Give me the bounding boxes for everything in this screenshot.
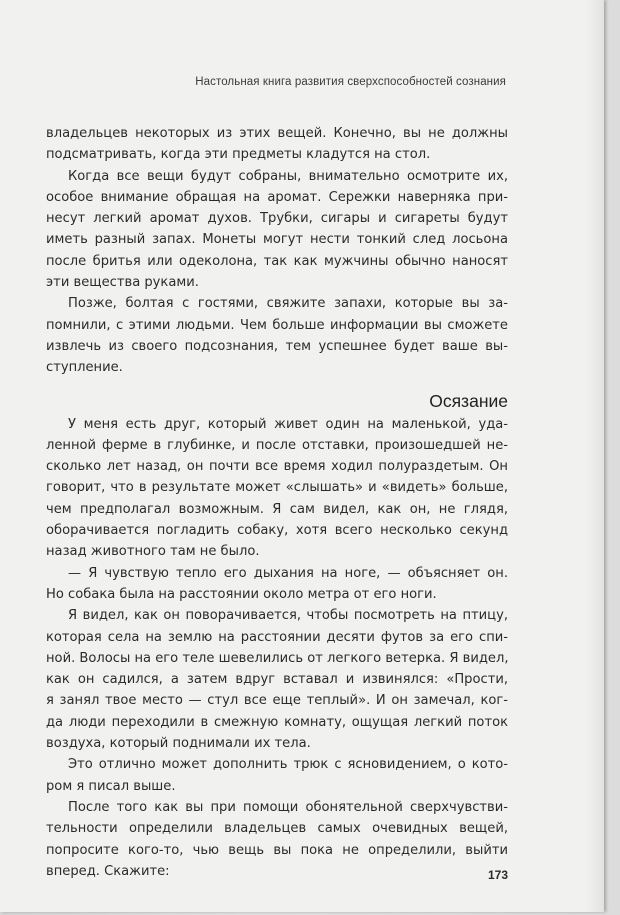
text-line: как он садился, а затем вдруг вставал и извинялся: «Прости, [46, 672, 508, 688]
text-line: Это отлично может дополнить трюк с ясновидением, о кото- [68, 757, 508, 773]
paragraphs-before-heading [46, 123, 508, 379]
text-line: чем предполагал возможным. Я сам видел, как он, не глядя, [46, 501, 508, 517]
text-line: тельности определили владельцев самых очевидных вещей, [46, 821, 508, 837]
text-line: ром я писал выше. [46, 778, 176, 794]
paragraph [46, 293, 508, 378]
text-line: вперед. Скажите: [46, 863, 170, 879]
paragraph [46, 563, 508, 606]
body-text [46, 123, 508, 882]
text-line: подсматривать, когда эти предметы кладутся на стол. [46, 147, 431, 163]
paragraph [46, 166, 508, 294]
paragraph [46, 605, 508, 754]
paragraph [46, 123, 508, 166]
paragraph [46, 414, 508, 563]
text-line: говорит, что в результате может «слышать» и «видеть» больше, [46, 480, 508, 496]
text-line: особое внимание обращая на аромат. Сережки наверняка при- [46, 189, 508, 205]
text-line: я занял твое место — стул все еще теплый». И он замечал, ког- [46, 693, 508, 709]
text-line: помнили, с этими людьми. Чем больше информации вы сможете [46, 317, 508, 333]
text-line: сколько лет назад, он почти все время ходил полураздетым. Он [46, 459, 508, 475]
text-line: несут легкий аромат духов. Трубки, сигары и сигареты будут [46, 211, 508, 227]
text-line: владельцев некоторых из этих вещей. Конечно, вы не должны [46, 126, 508, 141]
text-line: Когда все вещи будут собраны, внимательно осмотрите их, [68, 168, 508, 184]
text-line: — Я чувствую тепло его дыхания на ноге, — объясняет он. [68, 565, 508, 581]
text-line: оборачивается погладить собаку, хотя всего несколько секунд [46, 523, 508, 539]
text-line: попросите кого-то, чью вещь вы пока не определили, выйти [46, 842, 508, 858]
text-line: После того как вы при помощи обонятельной сверхчувстви- [68, 799, 508, 815]
text-line: Позже, болтая с гостями, свяжите запахи, которые вы за- [68, 296, 508, 312]
text-line: ступление. [46, 360, 123, 376]
text-line: которая села на землю на расстоянии десяти футов за его спи- [46, 629, 508, 645]
text-line: У меня есть друг, который живет один на маленькой, уда- [68, 416, 508, 432]
text-line: Я видел, как он поворачивается, чтобы посмотреть на птицу, [68, 608, 508, 624]
text-line: ной. Волосы на его теле шевелились от легкого ветерка. Я видел, [46, 650, 509, 666]
text-line: эти вещества руками. [46, 275, 199, 291]
paragraphs-after-heading [46, 414, 508, 883]
page-fold-shadow [586, 0, 604, 912]
paragraph [46, 754, 508, 797]
text-line: иметь разный запах. Монеты могут нести тонкий след лосьона [46, 232, 508, 248]
page-number: 173 [487, 868, 508, 882]
text-line: после бритья или одеколона, так как мужчины обычно наносят [46, 253, 508, 269]
text-line: назад животного там не было. [46, 544, 260, 560]
text-line: да люди переходили в смежную комнату, ощущая легкий поток [46, 714, 508, 730]
section-heading: Осязание [429, 390, 508, 411]
paragraph [46, 797, 508, 882]
text-line: извлечь из своего подсознания, тем успешнее будет ваше вы- [46, 338, 508, 354]
text-line: Но собака была на расстоянии около метра от его ноги. [46, 586, 437, 602]
text-line: воздуха, который поднимали их тела. [46, 736, 311, 752]
text-line: ленной ферме в глубинке, и после отставки, произошедшей не- [46, 437, 508, 453]
running-head: Настольная книга развития сверхспособностей сознания [195, 76, 506, 88]
